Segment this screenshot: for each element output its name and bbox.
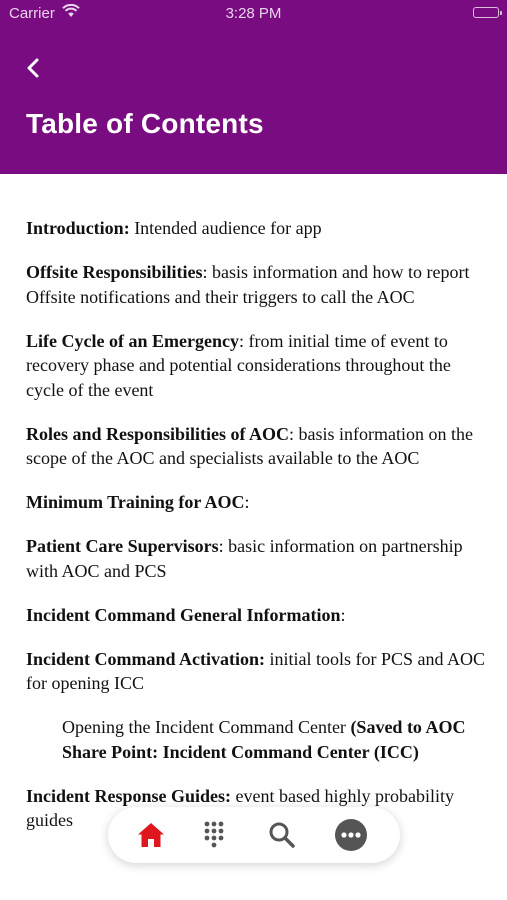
toc-heading: Offsite Responsibilities (26, 262, 203, 282)
tab-search[interactable] (266, 819, 298, 851)
tab-home[interactable] (135, 819, 167, 851)
dialpad-icon (198, 819, 230, 851)
toc-description: : from initial time of event to recovery phase and potential considerations throughout the cycle of the event (26, 330, 451, 400)
toc-entry[interactable] (26, 260, 486, 309)
toc-description: : (340, 604, 346, 625)
toc-heading: Incident Command General Information (26, 604, 341, 625)
carrier-label: Carrier (9, 5, 55, 22)
toc-description: event based highly probability guides (26, 785, 454, 830)
toc-heading: Incident Response Guides: (26, 785, 232, 806)
toc-heading: Patient Care Supervisors (26, 536, 219, 556)
tab-dialpad[interactable] (198, 819, 230, 851)
toc-entry[interactable] (26, 216, 486, 241)
toc-description: initial tools for PCS and AOC for opening ICC (26, 648, 486, 693)
toc-heading: Life Cycle of an Emergency (26, 330, 239, 351)
search-icon (266, 819, 298, 851)
chevron-left-icon (22, 54, 46, 82)
toc-content (26, 216, 486, 852)
status-bar (0, 0, 507, 28)
toc-entry[interactable] (26, 490, 486, 515)
toc-description: : basic information on partnership with AOC and PCS (26, 536, 463, 581)
more-icon (335, 819, 367, 851)
toc-entry[interactable] (26, 422, 486, 471)
toc-entry[interactable] (26, 534, 486, 583)
toc-entry[interactable] (26, 329, 486, 403)
status-time: 3:28 PM (225, 5, 282, 22)
toc-entry[interactable] (26, 647, 486, 696)
page-title: Table of Contents (26, 108, 264, 139)
toc-sub-text: Opening the Incident Command Center (62, 717, 351, 737)
battery-icon (473, 7, 499, 18)
toc-sub-link: (Saved to AOC Share Point: Incident Command Center (ICC) (62, 717, 466, 762)
toc-heading: Roles and Responsibilities of AOC (26, 423, 290, 444)
toc-sub-entry[interactable] (26, 715, 486, 764)
toc-description: : basis information and how to report Offsite notifications and their triggers to call the AOC (26, 262, 470, 307)
toc-heading: Introduction: (26, 218, 130, 238)
toc-description: : (244, 492, 250, 512)
back-button[interactable] (22, 54, 46, 82)
toc-entry[interactable] (26, 603, 486, 628)
tab-more[interactable] (335, 819, 367, 851)
toc-heading: Incident Command Activation: (26, 648, 266, 669)
home-icon (135, 819, 167, 851)
toc-description: : basis information on the scope of the AOC and specialists available to the AOC (26, 423, 474, 468)
toc-description: Intended audience for app (129, 218, 322, 238)
floating-tab-bar (108, 807, 400, 863)
app-header (0, 0, 507, 174)
toc-heading: Minimum Training for AOC (26, 492, 245, 512)
